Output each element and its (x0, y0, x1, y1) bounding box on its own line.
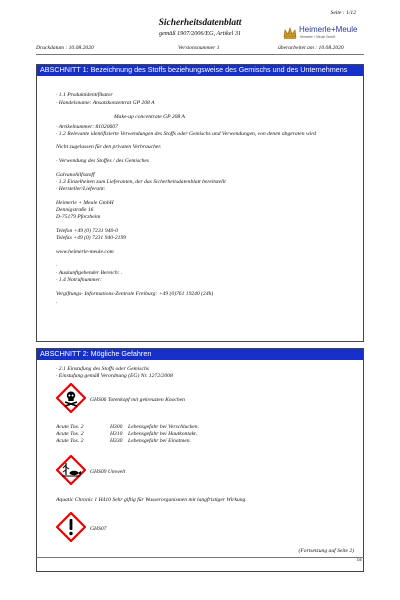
section-1-heading: ABSCHNITT 1: Bezeichnung des Stoffs beziehungsweise des Gemischs und des Unternehmens (37, 65, 363, 76)
ghs09-label: GHS09 Umwelt (90, 469, 126, 475)
revision-date: überarbeitet am : 10.08.2020 (278, 45, 344, 51)
ghs07-label: GHS07 (90, 526, 107, 532)
hazard-2-text: Lebensgefahr bei Hautkontakt. (128, 431, 198, 437)
s1-trade-name-en: Make-up concentrate GP 208 A (114, 114, 185, 120)
hazard-1-text: Lebensgefahr bei Verschlucken. (128, 424, 199, 430)
s1-article-number: · Artikelnummer: 81020607 (56, 124, 118, 130)
s1-website[interactable]: www.heimerle-meule.com (56, 249, 114, 255)
page-number: Seite : 1/12 (330, 10, 356, 16)
crown-logo-icon (282, 25, 298, 41)
footer-divider (36, 557, 364, 558)
header-divider (36, 54, 364, 55)
s1-use-heading: · Verwendung des Stoffes / des Gemisches (56, 158, 150, 164)
hazard-3-text: Lebensgefahr bei Einatmen. (128, 438, 191, 444)
aquatic-hazard: Aquatic Chronic 1 H410 Sehr giftig für Wasserorganismen mit langfristiger Wirkung. (56, 497, 247, 503)
s2-classification: · 2.1 Einstufung des Stoffs oder Gemischs (56, 366, 149, 372)
hazard-2-code: H310 (110, 431, 123, 437)
s1-phone: Telefon +49 (0) 7231 940-0 (56, 228, 118, 234)
s1-emergency-number: Vergiftungs- Informations-Zentrale Freiburg: +49 (0)761 19240 (24h) (56, 291, 214, 297)
logo-text: Heimerle+Meule (299, 25, 358, 34)
continuation-note: (Fortsetzung auf Seite 2) (298, 548, 354, 554)
document-title: Sicherheitsdatenblatt (158, 18, 242, 28)
s1-supplier-details: · 1.3 Einzelheiten zum Lieferanten, der das Sicherheitsdatenblatt bereitstellt (56, 179, 226, 185)
hazard-1-code: H300 (110, 424, 123, 430)
hazard-2-category: Acute Tox. 2 (56, 431, 84, 437)
version-number: Versionsnummer 1 (178, 45, 220, 51)
document-subtitle: gemäß 1907/2006/EG, Artikel 31 (158, 30, 242, 37)
s1-fax: Telefax +49 (0) 7231 940-2199 (56, 235, 127, 241)
s1-info-department: · Auskunftgebender Bereich: . (56, 270, 123, 276)
print-date: Druckdatum : 10.08.2020 (36, 45, 94, 51)
s1-product-identifier: · 1.1 Produktidentifikator (56, 92, 113, 98)
s1-city: D-75179 Pforzheim (56, 214, 101, 220)
s2-classification-regulation: · Einstufung gemäß Verordnung (EG) Nr. 1272/2008 (56, 373, 173, 379)
logo-subtext: Heimerle + Meule GmbH (300, 35, 336, 39)
ghs09-environment-icon (56, 455, 86, 485)
company-logo (282, 24, 358, 42)
ghs06-label: GHS06 Totenkopf mit gekreuzten Knochen (90, 397, 185, 403)
s1-use-value: Galvanohilfsstoff (56, 172, 95, 178)
hazard-3-category: Acute Tox. 2 (56, 438, 84, 444)
s1-manufacturer-label: · Hersteller/Lieferant: (56, 186, 106, 192)
s1-emergency-label: · 1.4 Notrufnummer: (56, 277, 102, 283)
s1-end-bullet: · (56, 300, 58, 306)
ghs06-skull-icon (56, 383, 86, 413)
hazard-1-category: Acute Tox. 2 (56, 424, 84, 430)
section-2-heading: ABSCHNITT 2: Mögliche Gefahren (37, 349, 363, 360)
s1-bullet: · (56, 263, 58, 269)
s1-street: Dennigstraße 16 (56, 207, 94, 213)
s1-company-name: Heimerle + Meule GmbH (56, 200, 114, 206)
s1-not-for-consumers: Nicht zugelassen für den privaten Verbraucher. (56, 144, 162, 150)
s1-trade-name: · Handelsname: Ansatzkonzentrat GP 208 A (56, 100, 155, 106)
ghs07-exclamation-icon (56, 512, 86, 542)
s1-relevant-uses: · 1.2 Relevante identifizierte Verwendungen des Stoffs oder Gemischs und Verwendungen, von denen abgeraten wird (56, 131, 317, 137)
footer-code: DE (357, 558, 362, 562)
hazard-3-code: H330 (110, 438, 123, 444)
